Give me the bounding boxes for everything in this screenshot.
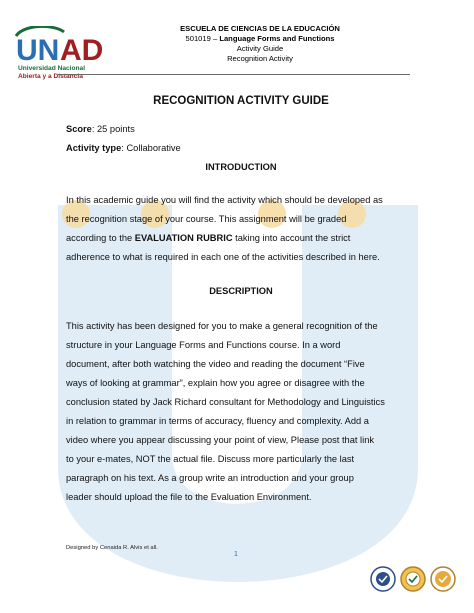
certification-seal-icon xyxy=(400,566,426,592)
certification-seal-icon xyxy=(430,566,456,592)
header-school: ESCUELA DE CIENCIAS DE LA EDUCACIÓN xyxy=(180,24,340,33)
description-line: conclusion stated by Jack Richard consultant for Methodology and Linguistics xyxy=(66,397,385,407)
intro-line: adherence to what is required in each one of the activities described in here. xyxy=(66,252,380,262)
header-course-code: 501019 – xyxy=(185,34,218,43)
document-header xyxy=(140,24,380,64)
logo-line-2: Abierta y a Distancia xyxy=(18,73,83,80)
description-line: structure in your Language Forms and Functions course. In a word xyxy=(66,340,341,350)
unad-logo-mark-icon xyxy=(14,26,114,64)
intro-line-end: taking into account the strict xyxy=(232,233,351,243)
designed-by-note: Designed by Cenaida R. Alvis et all. xyxy=(66,545,158,551)
header-line-4: Recognition Activity xyxy=(227,54,293,63)
description-line: leader should upload the file to the Evaluation Environment. xyxy=(66,492,312,502)
activity-type-value: : Collaborative xyxy=(121,143,181,153)
description-line: paragraph on his text. As a group write an introduction and your group xyxy=(66,473,354,483)
activity-type-label: Activity type xyxy=(66,143,122,153)
header-course-name: Language Forms and Functions xyxy=(219,34,335,43)
activity-type-line xyxy=(66,143,181,153)
description-line: This activity has been designed for you to make a general recognition of the xyxy=(66,321,378,331)
document-title: RECOGNITION ACTIVITY GUIDE xyxy=(153,95,329,107)
introduction-heading: INTRODUCTION xyxy=(205,162,277,172)
description-heading: DESCRIPTION xyxy=(209,286,273,296)
intro-line: the recognition stage of your course. This assignment will be graded xyxy=(66,214,347,224)
description-line: to your e-mates, NOT the actual file. Discuss more particularly the last xyxy=(66,454,355,464)
intro-line xyxy=(66,233,350,243)
svg-text:AD: AD xyxy=(60,34,104,64)
description-line: in relation to grammar in terms of accuracy, fluency and complexity. Add a xyxy=(66,416,369,426)
page-number: 1 xyxy=(234,551,238,558)
certification-seal-icon xyxy=(370,566,396,592)
evaluation-rubric-text: EVALUATION RUBRIC xyxy=(134,233,233,243)
header-divider xyxy=(58,74,410,75)
header-line-3: Activity Guide xyxy=(236,44,284,53)
logo-line-1: Universidad Nacional xyxy=(18,65,86,72)
description-line: video where you appear discussing your point of view, Please post that link xyxy=(66,435,375,445)
svg-text:UN: UN xyxy=(16,34,60,64)
description-line: document, after both watching the video and reading the document “Five xyxy=(66,359,365,369)
intro-line-start: according to the xyxy=(66,233,135,243)
header-course xyxy=(140,34,380,44)
score-line xyxy=(66,124,135,134)
score-value: : 25 points xyxy=(91,124,135,134)
score-label: Score xyxy=(66,124,92,134)
certification-seals xyxy=(370,566,460,594)
description-line: ways of looking at grammar”, explain how you agree or disagree with the xyxy=(66,378,365,388)
intro-line: In this academic guide you will find the activity which should be developed as xyxy=(66,195,383,205)
